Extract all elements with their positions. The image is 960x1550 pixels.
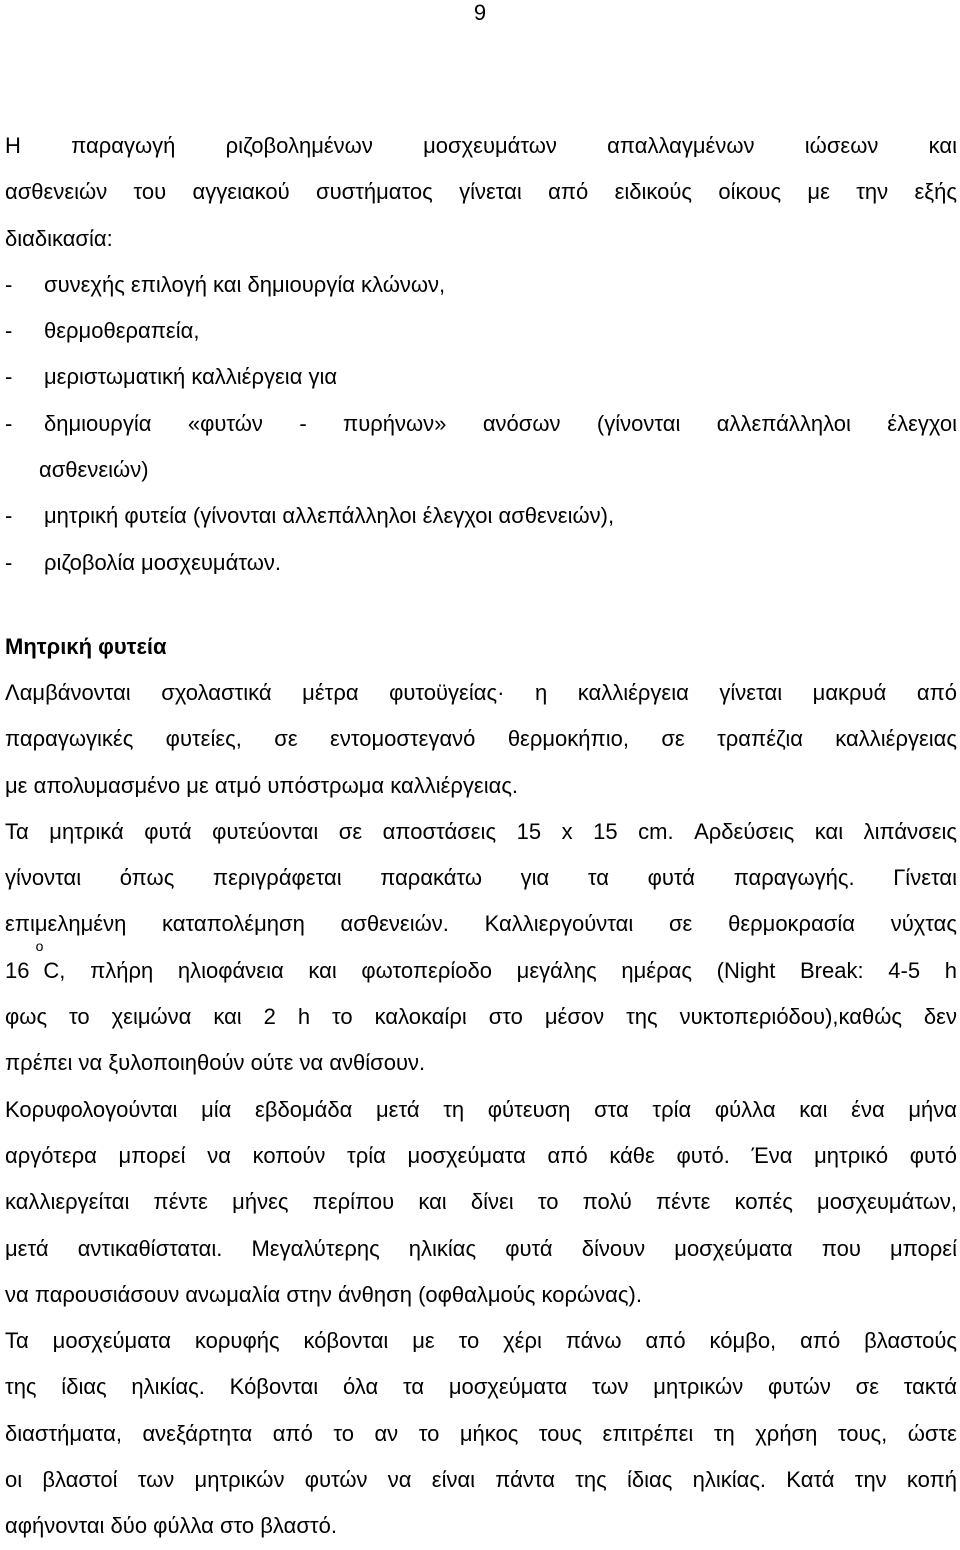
body-line: γίνονται όπως περιγράφεται παρακάτω για τα φυτά παραγωγής. Γίνεται bbox=[5, 865, 957, 891]
temperature-value: 16 bbox=[5, 957, 36, 983]
body-line: αργότερα μπορεί να κοπούν τρία μοσχεύματα από κάθε φυτό. Ένα μητρικό φυτό bbox=[5, 1142, 957, 1168]
section-body bbox=[5, 670, 957, 1550]
list-dash: - bbox=[5, 318, 13, 344]
temperature-line bbox=[5, 937, 957, 994]
body-line: επιμελημένη καταπολέμηση ασθενειών. Καλλιεργούνται σε θερμοκρασία νύχτας bbox=[5, 911, 957, 937]
list-item-continuation: ασθενειών) bbox=[39, 457, 149, 483]
list-item bbox=[5, 262, 957, 308]
list-dash: - bbox=[5, 549, 13, 575]
list-item-text: μητρική φυτεία (γίνονται αλλεπάλληλοι έλεγχοι ασθενειών), bbox=[44, 503, 615, 529]
body-line: Λαμβάνονται σχολαστικά μέτρα φυτοϋγείας· η καλλιέργεια γίνεται μακρυά από bbox=[5, 680, 957, 705]
body-line: Τα μητρικά φυτά φυτεύονται σε αποστάσεις 15 x 15 cm. Αρδεύσεις και λιπάνσεις bbox=[5, 818, 957, 844]
intro-line: διαδικασία: bbox=[5, 225, 113, 251]
list-dash: - bbox=[5, 271, 13, 297]
body-line: πρέπει να ξυλοποιηθούν ούτε να ανθίσουν. bbox=[5, 1050, 426, 1076]
list-item bbox=[5, 308, 957, 354]
body-line: της ίδιας ηλικίας. Κόβονται όλα τα μοσχεύματα των μητρικών φυτών σε τακτά bbox=[5, 1374, 957, 1400]
body-line: Κορυφολογούνται μία εβδομάδα μετά τη φύτευση στα τρία φύλλα και ένα μήνα bbox=[5, 1096, 957, 1122]
intro-line: Η παραγωγή ριζοβολημένων μοσχευμάτων απαλλαγμένων ιώσεων και bbox=[5, 133, 957, 158]
body-line: καλλιεργείται πέντε μήνες περίπου και δίνει το πολύ πέντε κοπές μοσχευμάτων, bbox=[5, 1189, 957, 1215]
section-heading: Μητρική φυτεία bbox=[5, 634, 167, 659]
body-line: αφήνονται δύο φύλλα στο βλαστό. bbox=[5, 1513, 337, 1539]
list-item bbox=[5, 540, 957, 586]
page-number: 9 bbox=[473, 0, 487, 25]
list-item-text: μεριστωματική καλλιέργεια για bbox=[44, 364, 338, 390]
body-line: οι βλαστοί των μητρικών φυτών να είναι πάντα της ίδιας ηλικίας. Κατά την κοπή bbox=[5, 1467, 957, 1493]
list-item-text: δημιουργία «φυτών - πυρήνων» ανόσων (γίνονται αλλεπάλληλοι έλεγχοι bbox=[44, 410, 957, 436]
intro-line: ασθενειών του αγγειακού συστήματος γίνεται από ειδικούς οίκους με την εξής bbox=[5, 179, 957, 205]
body-line: με απολυμασμένο με ατμό υπόστρωμα καλλιέργειας. bbox=[5, 772, 519, 798]
list-item bbox=[5, 493, 957, 539]
list-dash: - bbox=[5, 503, 13, 529]
list-item-text: θερμοθεραπεία, bbox=[44, 318, 200, 344]
list-dash: - bbox=[5, 364, 13, 390]
list-item bbox=[5, 401, 957, 447]
list-item-text: συνεχής επιλογή και δημιουργία κλώνων, bbox=[44, 271, 446, 297]
temperature-rest: C, πλήρη ηλιοφάνεια και φωτοπερίοδο μεγάλης ημέρας (Night Break: 4-5 h bbox=[43, 957, 957, 983]
body-line: μετά αντικαθίσταται. Μεγαλύτερης ηλικίας φυτά δίνουν μοσχεύματα που μπορεί bbox=[5, 1235, 957, 1261]
intro-block bbox=[5, 123, 957, 586]
body-line: να παρουσιάσουν ανωμαλία στην άνθηση (οφθαλμούς κορώνας). bbox=[5, 1281, 642, 1307]
body-line: Τα μοσχεύματα κορυφής κόβονται με το χέρι πάνω από κόμβο, από βλαστούς bbox=[5, 1328, 957, 1354]
degree-superscript: o bbox=[35, 937, 44, 954]
list-item bbox=[5, 354, 957, 400]
body-line: διαστήματα, ανεξάρτητα από το αν το μήκος τους επιτρέπει τη χρήση τους, ώστε bbox=[5, 1420, 957, 1446]
body-line: παραγωγικές φυτείες, σε εντομοστεγανό θερμοκήπιο, σε τραπέζια καλλιέργειας bbox=[5, 726, 957, 752]
list-dash: - bbox=[5, 410, 13, 436]
body-line: φως το χειμώνα και 2 h το καλοκαίρι στο μέσον της νυκτοπεριόδου),καθώς δεν bbox=[5, 1004, 957, 1030]
list-item-text: ριζοβολία μοσχευμάτων. bbox=[44, 549, 281, 575]
